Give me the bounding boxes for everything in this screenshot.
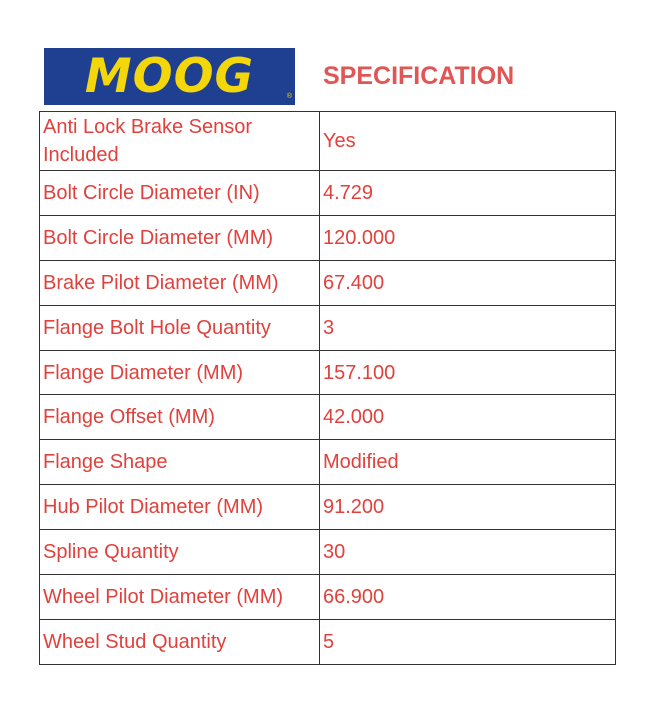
spec-value: 157.100	[320, 350, 616, 395]
spec-value: 91.200	[320, 485, 616, 530]
spec-label: Bolt Circle Diameter (MM)	[40, 215, 320, 260]
spec-value: 4.729	[320, 171, 616, 216]
specification-table	[39, 111, 616, 665]
spec-value: Yes	[320, 112, 616, 171]
table-row	[40, 260, 616, 305]
spec-label: Wheel Stud Quantity	[40, 619, 320, 664]
table-row	[40, 171, 616, 216]
spec-label: Spline Quantity	[40, 530, 320, 575]
spec-value: 3	[320, 305, 616, 350]
spec-label: Flange Offset (MM)	[40, 395, 320, 440]
registered-mark: ®	[286, 93, 292, 100]
spec-label: Wheel Pilot Diameter (MM)	[40, 575, 320, 620]
spec-value: 5	[320, 619, 616, 664]
moog-logo	[44, 48, 295, 105]
spec-value: 66.900	[320, 575, 616, 620]
spec-label: Flange Diameter (MM)	[40, 350, 320, 395]
spec-label: Flange Bolt Hole Quantity	[40, 305, 320, 350]
page-title: SPECIFICATION	[323, 62, 515, 90]
table-row	[40, 575, 616, 620]
spec-label: Hub Pilot Diameter (MM)	[40, 485, 320, 530]
table-row	[40, 305, 616, 350]
spec-label: Brake Pilot Diameter (MM)	[40, 260, 320, 305]
spec-label: Bolt Circle Diameter (IN)	[40, 171, 320, 216]
spec-value: Modified	[320, 440, 616, 485]
table-row	[40, 485, 616, 530]
table-row	[40, 112, 616, 171]
spec-value: 42.000	[320, 395, 616, 440]
table-row	[40, 440, 616, 485]
table-row	[40, 215, 616, 260]
table-row	[40, 530, 616, 575]
table-row	[40, 619, 616, 664]
logo-text: MOOG	[84, 49, 255, 104]
table-row	[40, 350, 616, 395]
table-row	[40, 395, 616, 440]
spec-label: Flange Shape	[40, 440, 320, 485]
spec-value: 120.000	[320, 215, 616, 260]
spec-label: Anti Lock Brake Sensor Included	[40, 112, 320, 171]
spec-value: 30	[320, 530, 616, 575]
spec-value: 67.400	[320, 260, 616, 305]
